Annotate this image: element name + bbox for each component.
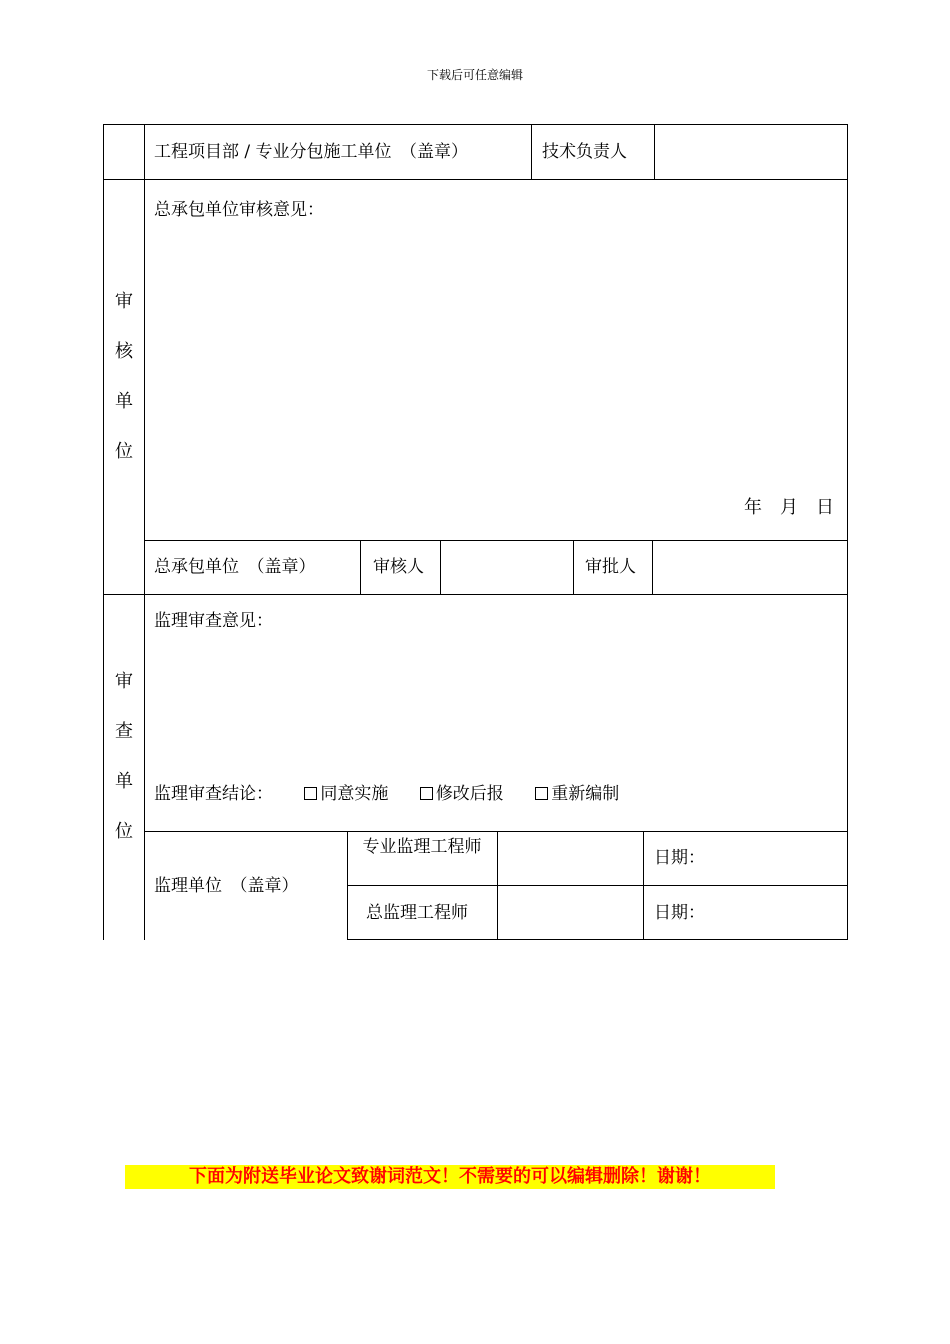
checkbox-icon [535, 787, 548, 800]
column-divider [360, 540, 361, 595]
approver-value[interactable] [662, 557, 837, 577]
column-divider [144, 124, 145, 940]
footer-notice: 下面为附送毕业论文致谢词范文！不需要的可以编辑删除！谢谢！ [125, 1165, 775, 1189]
side-char: 查 [115, 721, 133, 742]
column-divider [652, 540, 653, 595]
conclusion-label: 监理审查结论： [154, 784, 273, 804]
inspection-unit-side-label [104, 672, 144, 872]
option-approve[interactable]: 同意实施 [304, 784, 388, 804]
row-divider [144, 540, 848, 541]
reviewer-value[interactable] [450, 557, 565, 577]
side-char: 单 [115, 391, 133, 412]
construction-unit-label: 工程项目部 / 专业分包施工单位 （盖章） [154, 142, 469, 162]
option-recompile[interactable]: 重新编制 [535, 784, 619, 804]
contractor-opinion-text[interactable] [154, 230, 834, 480]
side-char: 单 [115, 771, 133, 792]
header-note: 下载后可任意编辑 [426, 68, 523, 82]
checkbox-icon [420, 787, 433, 800]
column-divider [531, 124, 532, 180]
column-divider [440, 540, 441, 595]
side-char: 位 [115, 441, 133, 462]
option-revise-resubmit[interactable]: 修改后报 [420, 784, 504, 804]
side-char: 核 [115, 341, 133, 362]
review-unit-side-label [104, 292, 144, 492]
tech-lead-label: 技术负责人 [542, 142, 627, 162]
column-divider [643, 831, 644, 940]
supervision-unit-seal-label: 监理单位 （盖章） [154, 876, 299, 896]
specialist-engineer-value[interactable] [507, 848, 635, 868]
supervision-conclusion-row [154, 784, 619, 804]
table-border-bottom [347, 939, 848, 940]
tech-lead-value[interactable] [664, 142, 839, 162]
review-date-label: 年 月 日 [744, 497, 834, 518]
table-border-top [103, 124, 848, 125]
specialist-engineer-label: 专业监理工程师 [362, 837, 482, 857]
side-char: 位 [115, 821, 133, 842]
date-label-chief: 日期： [654, 903, 705, 923]
contractor-seal-label: 总承包单位 （盖章） [154, 557, 316, 577]
reviewer-label: 审核人 [373, 557, 424, 577]
side-char: 审 [115, 291, 133, 312]
column-divider [497, 831, 498, 940]
row-divider [347, 885, 848, 886]
contractor-opinion-label: 总承包单位审核意见： [154, 200, 324, 220]
column-divider [654, 124, 655, 180]
date-label-specialist: 日期： [654, 848, 705, 868]
approver-label: 审批人 [585, 557, 636, 577]
row-divider [103, 179, 848, 180]
chief-engineer-label: 总监理工程师 [366, 903, 468, 923]
side-char: 审 [115, 671, 133, 692]
chief-engineer-value[interactable] [507, 903, 635, 923]
checkbox-icon [304, 787, 317, 800]
column-divider [347, 831, 348, 940]
row-divider [144, 831, 848, 832]
column-divider [573, 540, 574, 595]
supervision-opinion-label: 监理审查意见： [154, 611, 273, 631]
row-divider [103, 594, 848, 595]
table-border-right [847, 124, 848, 940]
